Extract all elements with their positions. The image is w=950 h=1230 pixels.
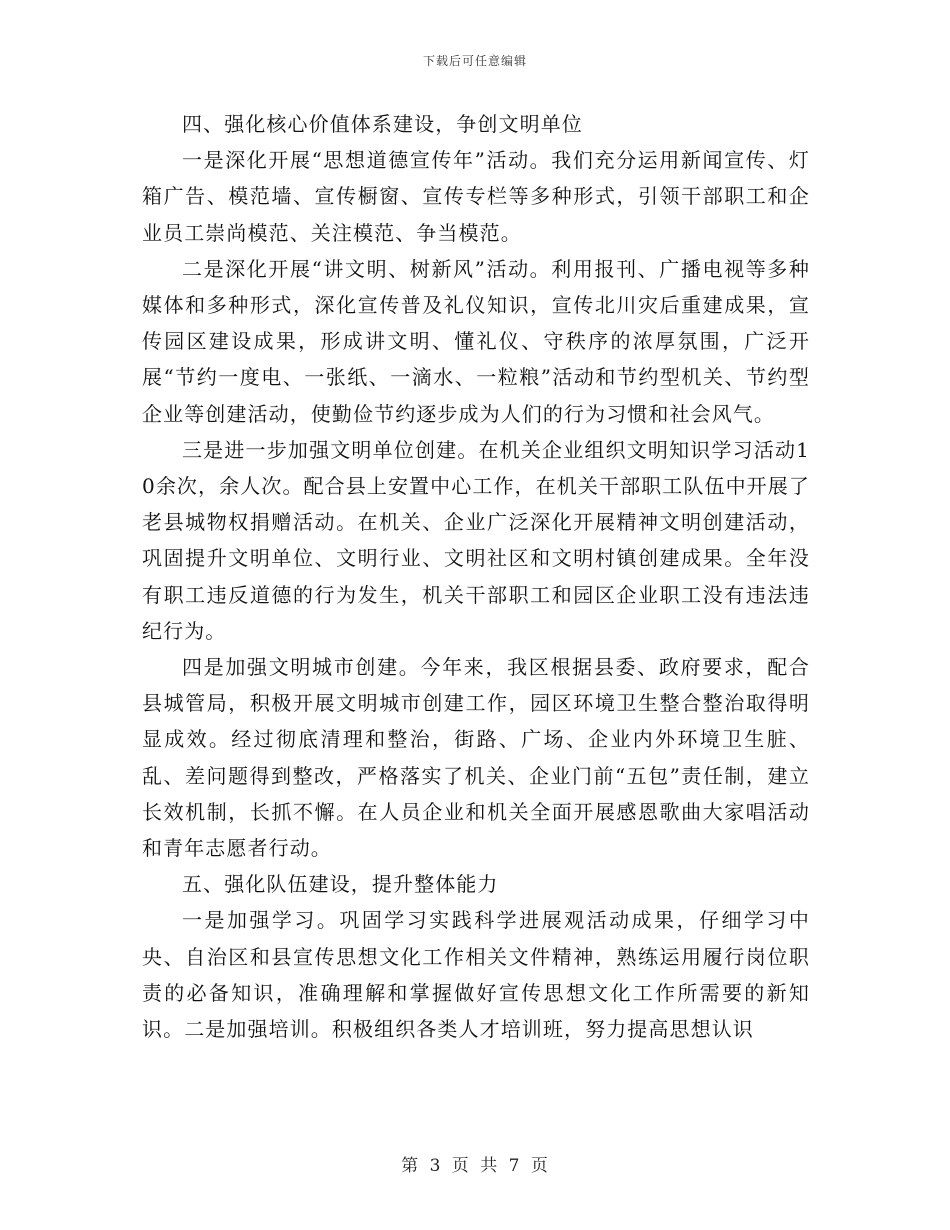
paragraph-civility-campaign: 二是深化开展“讲文明、树新风”活动。利用报刊、广播电视等多种媒体和多种形式，深化宣传普及礼仪知识，宣传北川灾后重建成果，宣传园区建设成果，形成讲文明、懂礼仪、守秩序的浓厚氛围，广泛开展“节约一度电、一张纸、一滴水、一粒粮”活动和节约型机关、节约型企业等创建活动，使勤俭节约逐步成为人们的行为习惯和社会风气。 [142,256,810,426]
paragraph-learning-training: 一是加强学习。巩固学习实践科学进展观活动成果，仔细学习中央、自治区和县宣传思想文化工作相关文件精神，熟练运用履行岗位职责的必备知识，准确理解和掌握做好宣传思想文化工作所需要的新知识。二是加强培训。积极组织各类人才培训班，努力提高思想认识 [142,908,810,1042]
page-header-note: 下载后可任意编辑 [422,54,527,68]
document-body [142,106,810,1047]
paragraph-thought-morality-year: 一是深化开展“思想道德宣传年”活动。我们充分运用新闻宣传、灯箱广告、模范墙、宣传橱窗、宣传专栏等多种形式，引领干部职工和企业员工崇尚模范、关注模范、争当模范。 [142,148,810,245]
section-heading-four: 四、强化核心价值体系建设，争创文明单位 [182,112,583,136]
paragraph-civilized-unit: 三是进一步加强文明单位创建。在机关企业组织文明知识学习活动10余次，余人次。配合县上安置中心工作，在机关干部职工队伍中开展了老县城物权捐赠活动。在机关、企业广泛深化开展精神文明创建活动，巩固提升文明单位、文明行业、文明社区和文明村镇创建成果。全年没有职工违反道德的行为发生，机关干部职工和园区企业职工没有违法违纪行为。 [142,437,810,643]
paragraph-civilized-city: 四是加强文明城市创建。今年来，我区根据县委、政府要求，配合县城管局，积极开展文明城市创建工作，园区环境卫生整合整治取得明显成效。经过彻底清理和整治，街路、广场、企业内外环境卫生脏、乱、差问题得到整改，严格落实了机关、企业门前“五包”责任制，建立长效机制，长抓不懈。在人员企业和机关全面开展感恩歌曲大家唱活动和青年志愿者行动。 [142,655,810,861]
page-number-footer: 第 3 页 共 7 页 [401,1156,549,1176]
section-heading-five: 五、强化队伍建设，提升整体能力 [182,872,499,897]
